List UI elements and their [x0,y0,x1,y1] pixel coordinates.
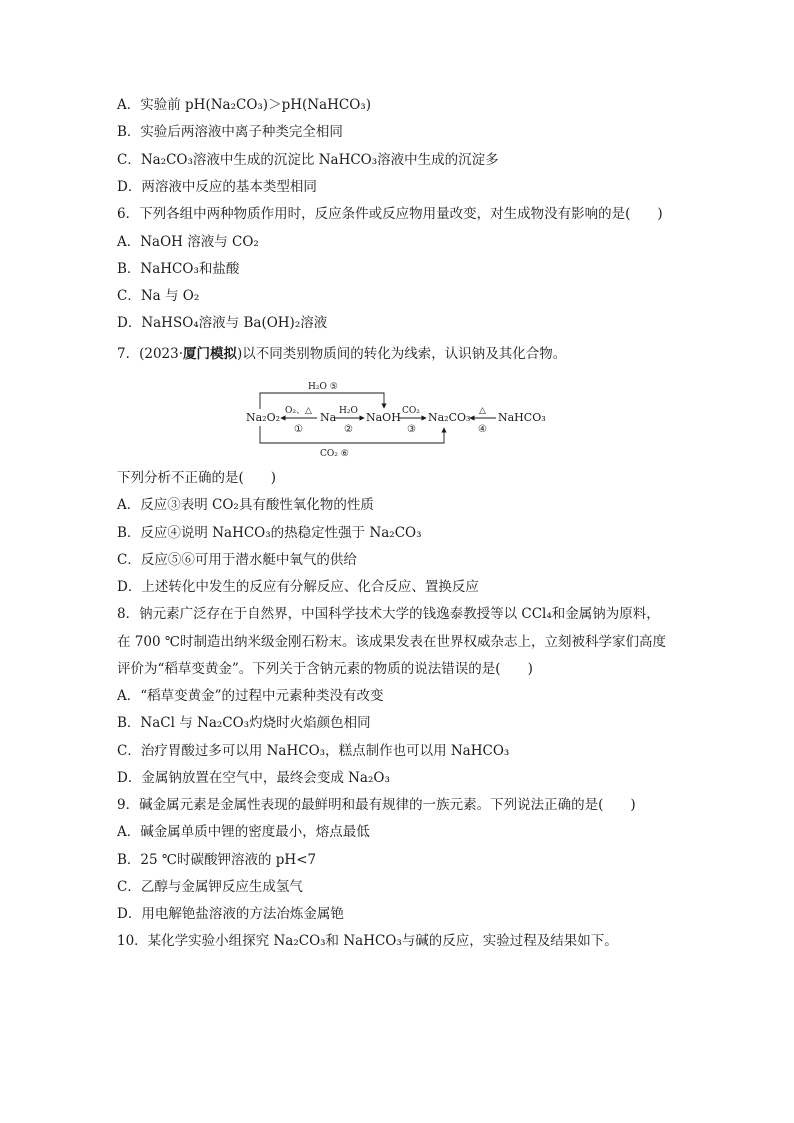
arrow-r5 [260,393,384,409]
q8-stem-line2: 在 700 ℃时制造出纳米级金刚石粉末。该成果发表在世界权威杂志上，立刻被科学家们高度 [117,634,666,650]
q5-option-d: D．两溶液中反应的基本类型相同 [117,179,317,195]
q8-stem-line1: 8．钠元素广泛存在于自然界，中国科学技术大学的钱逸泰教授等以 CCl₄和金属钠为原料， [117,606,660,622]
species-nahco3: NaHCO₃ [498,411,546,424]
q8-stem-line3: 评价为“稻草变黄金”。下列关于含钠元素的物质的说法错误的是( ) [117,661,533,677]
r4-condition: △ [479,406,486,416]
q6-option-b: B．NaHCO₃和盐酸 [117,261,240,277]
q7-source-close: ) [237,346,243,362]
q9-option-a: A．碱金属单质中锂的密度最小，熔点最低 [117,824,370,840]
q6-stem: 6．下列各组中两种物质作用时，反应条件或反应物用量改变，对生成物没有影响的是( ) [117,206,663,222]
r1-number: ① [294,424,303,435]
q6-option-c: C．Na 与 O₂ [117,288,200,304]
q8-option-d: D．金属钠放置在空气中，最终会变成 Na₂O₃ [117,770,390,786]
species-na2o2: Na₂O₂ [246,411,281,424]
r6-condition: CO₂ ⑥ [320,449,349,459]
q7-stem-text: 以不同类别物质间的转化为线索，认识钠及其化合物。 [242,346,567,362]
q7-prompt: 下列分析不正确的是( ) [117,470,277,486]
q5-option-b: B．实验后两溶液中离子种类完全相同 [117,124,343,140]
q7-number: 7．(2023· [117,346,184,362]
q10-stem: 10．某化学实验小组探究 Na₂CO₃和 NaHCO₃与碱的反应，实验过程及结果如下。 [117,933,618,949]
species-naoh: NaOH [366,411,401,424]
q7-source: 厦门模拟 [183,346,238,362]
q6-option-d: D．NaHSO₄溶液与 Ba(OH)₂溶液 [117,315,328,331]
r2-condition: H₂O [339,406,358,416]
species-na: Na [320,411,337,424]
q7-option-c: C．反应⑤⑥可用于潜水艇中氧气的供给 [117,552,357,568]
r3-number: ③ [407,424,416,435]
q9-option-c: C．乙醇与金属钾反应生成氢气 [117,879,303,895]
q5-option-a: A．实验前 pH(Na₂CO₃)＞pH(NaHCO₃) [117,97,371,113]
q7-option-d: D．上述转化中发生的反应有分解反应、化合反应、置换反应 [117,579,479,595]
q8-option-c: C．治疗胃酸过多可以用 NaHCO₃，糕点制作也可以用 NaHCO₃ [117,743,510,759]
r2-number: ② [344,424,353,435]
r1-condition: O₂、△ [285,406,312,416]
q7-option-a: A．反应③表明 CO₂具有酸性氧化物的性质 [117,497,374,513]
q7-stem [117,345,566,363]
q8-option-b: B．NaCl 与 Na₂CO₃灼烧时火焰颜色相同 [117,715,371,731]
q9-stem: 9．碱金属元素是金属性表现的最鲜明和最有规律的一族元素。下列说法正确的是( ) [117,797,636,813]
r3-condition: CO₂ [402,406,420,416]
q6-option-a: A．NaOH 溶液与 CO₂ [117,234,259,250]
q5-option-c: C．Na₂CO₃溶液中生成的沉淀比 NaHCO₃溶液中生成的沉淀多 [117,152,499,168]
q7-option-b: B．反应④说明 NaHCO₃的热稳定性强于 Na₂CO₃ [117,525,422,541]
q9-option-b: B．25 ℃时碳酸钾溶液的 pH<7 [117,852,317,868]
q9-option-d: D．用电解铯盐溶液的方法冶炼金属铯 [117,906,344,922]
r5-condition: H₂O ⑤ [308,382,338,392]
species-na2co3: Na₂CO₃ [428,411,471,424]
r4-number: ④ [478,424,487,435]
conversion-diagram [238,375,558,463]
q8-option-a: A．“稻草变黄金”的过程中元素种类没有改变 [117,688,384,704]
